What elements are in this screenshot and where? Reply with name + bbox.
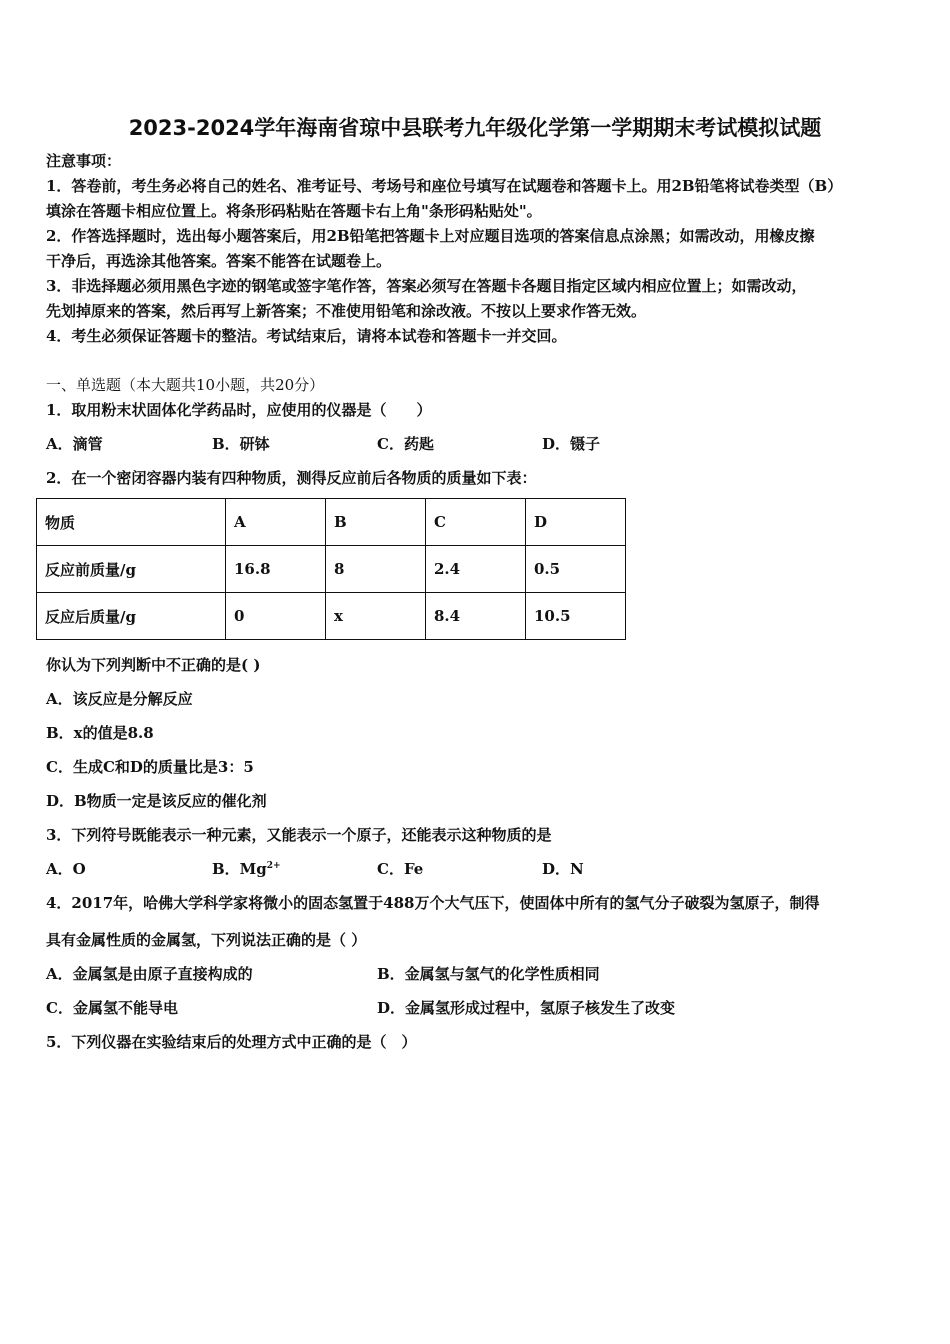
q3-option-c: C．Fe — [377, 860, 424, 878]
table-row — [37, 593, 626, 640]
question-3-stem: 3．下列符号既能表示一种元素，又能表示一个原子，还能表示这种物质的是 — [46, 826, 552, 844]
notice-line: 2．作答选择题时，选出每小题答案后，用2B铅笔把答题卡上对应题目选项的答案信息点涂黑；如需改动，用橡皮擦 — [46, 227, 815, 245]
question-1-stem: 1．取用粉末状固体化学药品时，应使用的仪器是（ ） — [46, 401, 432, 419]
q2-option-b: B．x的值是8.8 — [46, 724, 154, 742]
table-cell: 反应前质量/g — [37, 546, 226, 593]
q1-option-a: A．滴管 — [46, 435, 103, 453]
q3-option-b-base: B．Mg — [212, 860, 267, 878]
q2-option-a: A．该反应是分解反应 — [46, 690, 193, 708]
notice-line: 3．非选择题必须用黑色字迹的钢笔或签字笔作答，答案必须写在答题卡各题目指定区域内相应位置上；如需改动， — [46, 277, 807, 295]
q3-option-a: A．O — [46, 860, 86, 878]
notice-line: 1．答卷前，考生务必将自己的姓名、准考证号、考场号和座位号填写在试题卷和答题卡上。用2B铅笔将试卷类型（B） — [46, 177, 843, 195]
table-cell: 16.8 — [226, 546, 326, 593]
question-4-stem-line2: 具有金属性质的金属氢，下列说法正确的是（ ） — [46, 931, 367, 949]
q2-option-d: D．B物质一定是该反应的催化剂 — [46, 792, 267, 810]
notice-line: 干净后，再选涂其他答案。答案不能答在试题卷上。 — [46, 252, 392, 270]
mass-table — [36, 498, 626, 640]
question-5-stem: 5．下列仪器在实验结束后的处理方式中正确的是（ ） — [46, 1033, 417, 1051]
table-row — [37, 499, 626, 546]
table-cell: 0.5 — [526, 546, 626, 593]
table-cell: D — [526, 499, 626, 546]
q3-option-b — [212, 859, 281, 879]
table-cell: 8 — [326, 546, 426, 593]
q2-option-c: C．生成C和D的质量比是3：5 — [46, 758, 254, 776]
question-4-stem-line1: 4．2017年，哈佛大学科学家将微小的固态氢置于488万个大气压下，使固体中所有的氢气分子破裂为氢原子，制得 — [46, 894, 820, 912]
table-cell: 10.5 — [526, 593, 626, 640]
q3-option-d: D．N — [542, 860, 584, 878]
q4-option-a: A．金属氢是由原子直接构成的 — [46, 965, 253, 983]
notice-heading: 注意事项： — [46, 152, 122, 170]
q4-option-d: D．金属氢形成过程中，氢原子核发生了改变 — [377, 999, 676, 1017]
table-cell: 反应后质量/g — [37, 593, 226, 640]
section-heading: 一、单选题（本大题共10小题，共20分） — [46, 376, 325, 394]
notice-line: 填涂在答题卡相应位置上。将条形码粘贴在答题卡右上角"条形码粘贴处"。 — [46, 202, 542, 220]
question-2-stem: 2．在一个密闭容器内装有四种物质，测得反应前后各物质的质量如下表： — [46, 469, 537, 487]
notice-line: 先划掉原来的答案，然后再写上新答案；不准使用铅笔和涂改液。不按以上要求作答无效。 — [46, 302, 647, 320]
table-cell: 物质 — [37, 499, 226, 546]
page-title: 2023-2024学年海南省琼中县联考九年级化学第一学期期末考试模拟试题 — [128, 116, 822, 140]
table-cell: 2.4 — [426, 546, 526, 593]
table-cell: A — [226, 499, 326, 546]
table-cell: x — [326, 593, 426, 640]
notice-line: 4．考生必须保证答题卡的整洁。考试结束后，请将本试卷和答题卡一并交回。 — [46, 327, 567, 345]
q1-option-c: C．药匙 — [377, 435, 434, 453]
q1-option-b: B．研钵 — [212, 435, 270, 453]
q4-option-b: B．金属氢与氢气的化学性质相同 — [377, 965, 600, 983]
table-cell: B — [326, 499, 426, 546]
q3-option-b-charge: 2+ — [266, 861, 281, 871]
q4-option-c: C．金属氢不能导电 — [46, 999, 178, 1017]
table-cell: C — [426, 499, 526, 546]
table-row — [37, 546, 626, 593]
table-cell: 0 — [226, 593, 326, 640]
table-cell: 8.4 — [426, 593, 526, 640]
q1-option-d: D．镊子 — [542, 435, 601, 453]
question-2-prompt: 你认为下列判断中不正确的是( ) — [46, 656, 261, 674]
